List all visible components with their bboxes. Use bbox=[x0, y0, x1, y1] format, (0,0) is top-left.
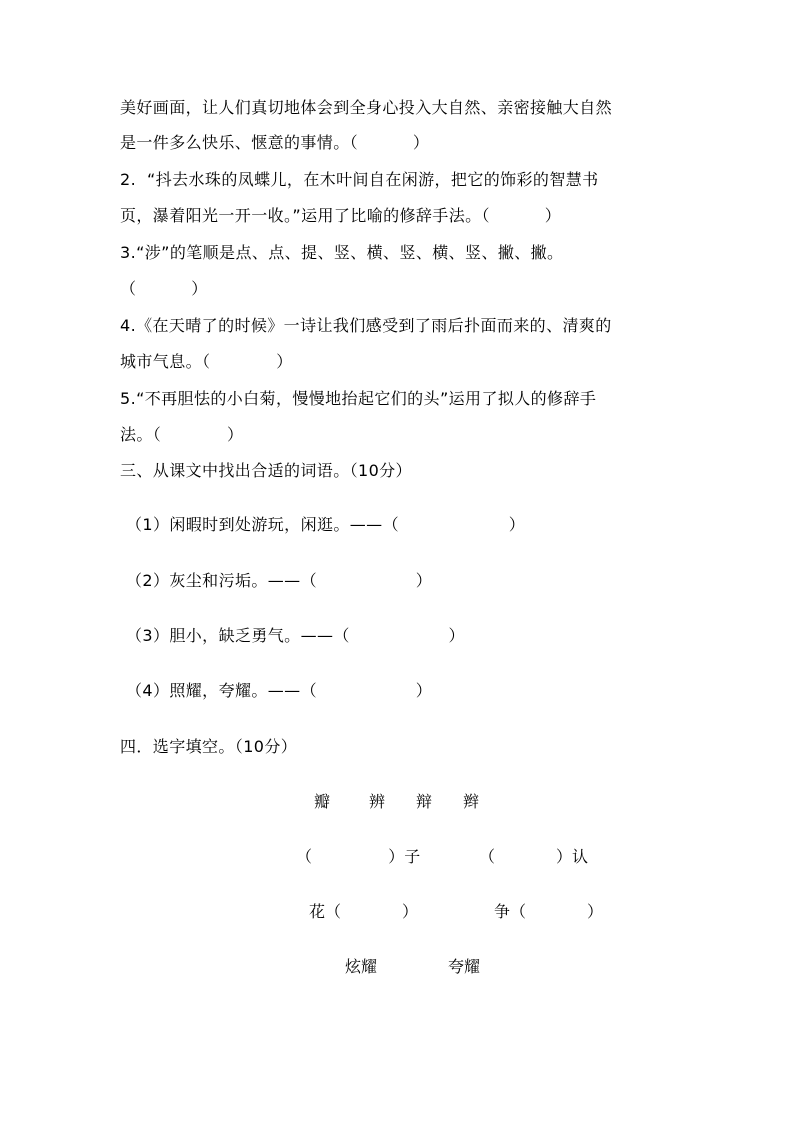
judgement-item-1-line-1: 美好画面，让人们真切地体会到全身心投入大自然、亲密接触大自然 bbox=[120, 98, 613, 117]
fill-blank-hua: 花（ ） bbox=[309, 902, 419, 921]
judgement-item-5-line-1: 5.“不再胆怯的小白菊，慢慢地抬起它们的头”运用了拟人的修辞手 bbox=[120, 389, 597, 408]
judgement-item-4-line-2: 城市气息。（ ） bbox=[120, 352, 293, 371]
fill-blank-zheng: 争（ ） bbox=[494, 902, 604, 921]
char-option-3: 辩 bbox=[416, 792, 433, 811]
judgement-item-2-line-1: 2. “抖去水珠的凤蝶儿，在木叶间自在闲游，把它的饰彩的智慧书 bbox=[120, 170, 599, 189]
section-3-item-2: （2）灰尘和污垢。——（ ） bbox=[126, 571, 433, 590]
judgement-item-3-line-2: （ ） bbox=[120, 279, 208, 298]
fill-blank-ren: （ ）认 bbox=[479, 847, 589, 866]
word-option-1: 炫耀 bbox=[345, 957, 378, 976]
char-option-4: 辫 bbox=[463, 792, 480, 811]
judgement-item-1-line-2: 是一件多么快乐、惬意的事情。（ ） bbox=[120, 133, 430, 152]
section-3-item-3: （3）胆小，缺乏勇气。——（ ） bbox=[126, 626, 465, 645]
word-option-2: 夸耀 bbox=[448, 957, 481, 976]
section-3-item-4: （4）照耀，夸耀。——（ ） bbox=[126, 681, 433, 700]
section-3-heading: 三、从课文中找出合适的词语。（10分） bbox=[120, 461, 412, 480]
char-option-2: 辨 bbox=[369, 792, 386, 811]
judgement-item-4-line-1: 4.《在天晴了的时候》一诗让我们感受到了雨后扑面而来的、清爽的 bbox=[120, 316, 612, 335]
char-option-1: 瓣 bbox=[314, 792, 331, 811]
judgement-item-5-line-2: 法。（ ） bbox=[120, 425, 244, 444]
judgement-item-2-line-2: 页，瀑着阳光一开一收。”运用了比喻的修辞手法。（ ） bbox=[120, 206, 562, 225]
section-3-item-1: （1）闲暇时到处游玩，闲逛。——（ ） bbox=[126, 515, 526, 534]
judgement-item-3-line-1: 3.“涉”的笔顺是点、点、提、竖、横、竖、横、竖、撇、撇。 bbox=[120, 243, 564, 262]
fill-blank-zi: （ ）子 bbox=[296, 847, 421, 866]
section-4-heading: 四．选字填空。（10分） bbox=[120, 737, 298, 756]
